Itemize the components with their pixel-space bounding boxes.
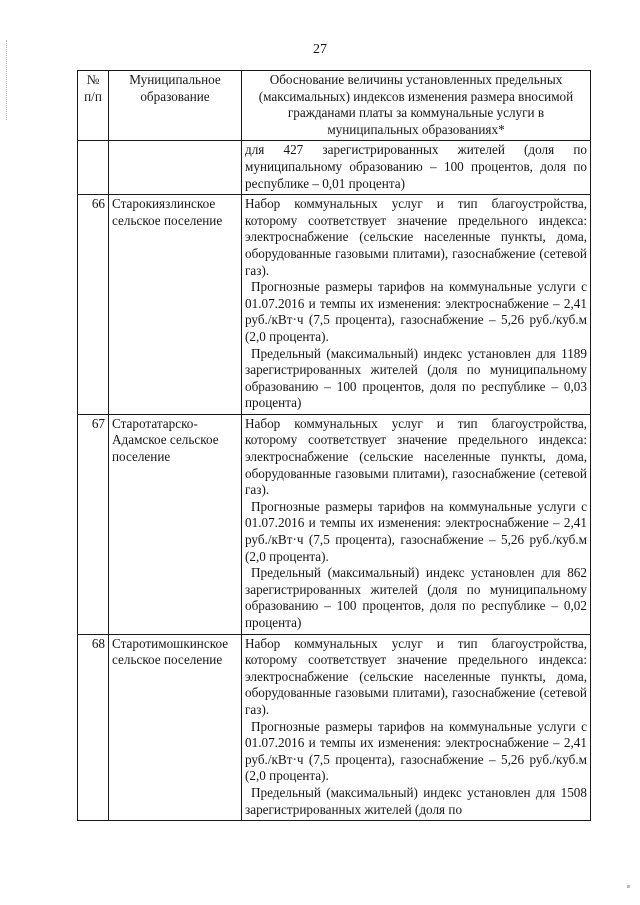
row-justification — [242, 141, 591, 195]
justification-paragraph: Прогнозные размеры тарифов на коммунальные услуги с 01.07.2016 и темпы их изменения: электроснабжение – 2,41 руб./кВт·ч (7,5 процента), газоснабжение – 5,26 руб./куб.м (2,0 процента). — [245, 718, 587, 784]
justification-paragraph: Набор коммунальных услуг и тип благоустройства, которому соответствует значение предельного индекса: электроснабжение (сельские населенные пункты, дома, оборудованные газовыми плитами), газоснабжение (сетевой газ). — [245, 415, 587, 498]
justification-paragraph: Предельный (максимальный) индекс установлен для 1189 зарегистрированных жителей (доля по муниципальному образованию – 100 процентов, доля по республике – 0,03 процента) — [245, 345, 587, 411]
row-municipality — [109, 141, 242, 195]
justification-paragraph: Прогнозные размеры тарифов на коммунальные услуги с 01.07.2016 и темпы их изменения: электроснабжение – 2,41 руб./кВт·ч (7,5 процента), газоснабжение – 5,26 руб./куб.м (2,0 процента). — [245, 498, 587, 564]
page-number: 27 — [313, 42, 327, 57]
row-number — [78, 141, 109, 195]
row-number: 67 — [78, 414, 109, 634]
justification-paragraph: Предельный (максимальный) индекс установлен для 862 зарегистрированных жителей (доля по муниципальному образованию – 100 процентов, доля по республике – 0,02 процента) — [245, 565, 587, 630]
tariff-index-table — [77, 70, 591, 821]
row-justification — [242, 414, 591, 634]
justification-paragraph: для 427 зарегистрированных жителей (доля по муниципальному образованию – 100 процентов, доля по республике – 0,01 процента) — [245, 142, 587, 191]
table-row — [78, 414, 591, 634]
justification-paragraph: Предельный (максимальный) индекс установлен для 1508 зарегистрированных жителей (доля по — [245, 784, 587, 817]
header-justification: Обоснование величины установленных предельных (максимальных) индексов изменения размера вносимой гражданами платы за коммунальные услуги в муниципальных образованиях* — [242, 71, 591, 141]
table-row — [78, 141, 591, 195]
row-number: 66 — [78, 195, 109, 415]
row-justification — [242, 634, 591, 821]
table-row — [78, 195, 591, 415]
row-municipality: Старокиязлинское сельское поселение — [109, 195, 242, 415]
header-municipality: Муниципальное образование — [109, 71, 242, 141]
row-municipality: Старотимошкинское сельское поселение — [109, 634, 242, 821]
justification-paragraph: Набор коммунальных услуг и тип благоустройства, которому соответствует значение предельного индекса: электроснабжение (сельские населенные пункты, дома, оборудованные газовыми плитами), газоснабжение (сетевой газ). — [245, 635, 587, 717]
justification-paragraph: Набор коммунальных услуг и тип благоустройства, которому соответствует значение предельного индекса: электроснабжение (сельские населенные пункты, дома, оборудованные газовыми плитами), газоснабжение (сетевой газ). — [245, 196, 587, 278]
table-row — [78, 634, 591, 821]
row-municipality: Старотатарско-Адамское сельское поселение — [109, 414, 242, 634]
scan-artifact — [627, 885, 630, 888]
table-header-row — [78, 71, 591, 141]
justification-paragraph: Прогнозные размеры тарифов на коммунальные услуги с 01.07.2016 и темпы их изменения: электроснабжение – 2,41 руб./кВт·ч (7,5 процента), газоснабжение – 5,26 руб./куб.м (2,0 процента). — [245, 279, 587, 344]
row-number: 68 — [78, 634, 109, 821]
row-justification — [242, 195, 591, 415]
header-number: № п/п — [78, 71, 109, 141]
